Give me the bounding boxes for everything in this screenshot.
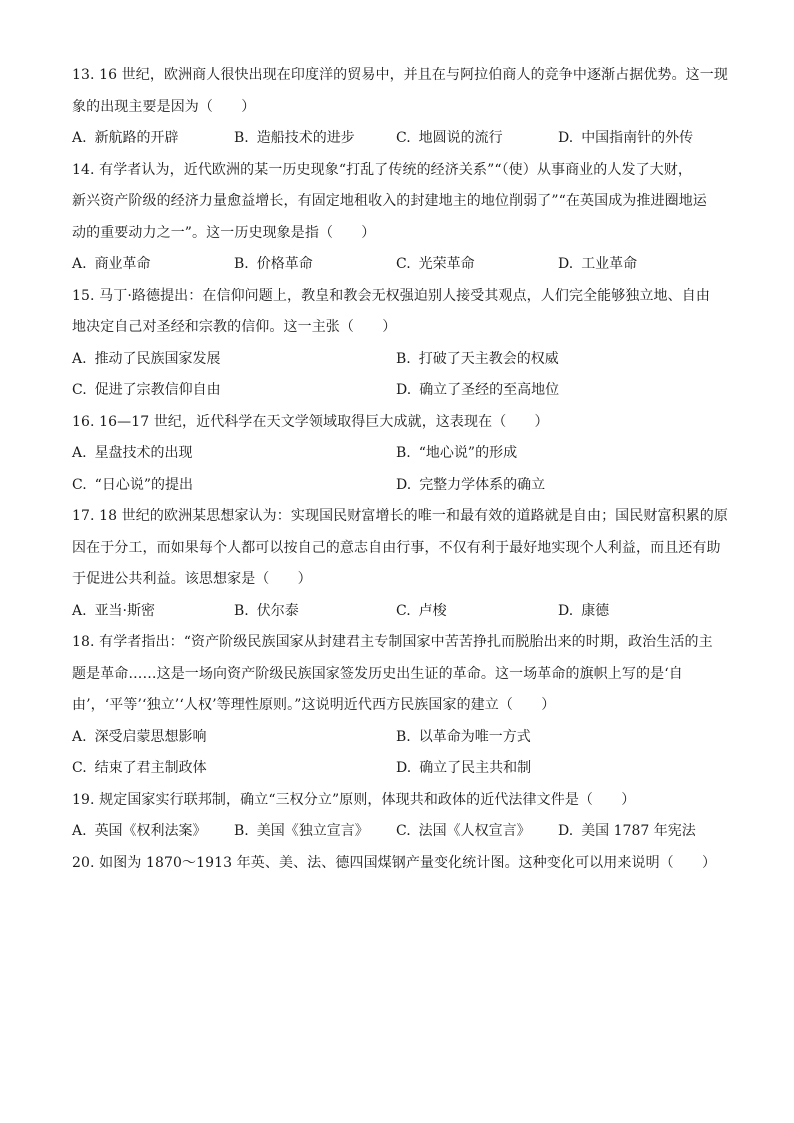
question-q19 — [72, 785, 732, 848]
question-stem-line: 18. 有学者指出：“资产阶级民族国家从封建君主专制国家中苦苦挣扎而脱胎出来的时期，政治生活的主 — [72, 634, 713, 650]
option-a[interactable] — [72, 249, 234, 281]
question-stem-line: 20. 如图为 1870～1913 年英、美、法、德四国煤钢产量变化统计图。这种变化可以用来说明（ ） — [72, 854, 717, 871]
option-c[interactable] — [396, 249, 558, 281]
option-text: 新航路的开辟 — [94, 130, 179, 146]
option-b[interactable] — [396, 438, 720, 470]
option-letter: A. — [72, 256, 87, 272]
option-letter: C. — [72, 382, 87, 398]
option-b[interactable] — [396, 344, 720, 376]
option-c[interactable] — [396, 596, 558, 628]
option-d[interactable] — [558, 816, 720, 848]
option-text: 以革命为唯一方式 — [418, 728, 531, 745]
option-text: 推动了民族国家发展 — [94, 350, 221, 367]
option-text: 卢梭 — [418, 602, 447, 619]
option-c[interactable] — [396, 816, 558, 848]
question-stem-line: 19. 规定国家实行联邦制，确立“三权分立”原则，体现共和政体的近代法律文件是（ ） — [72, 791, 636, 808]
option-b[interactable] — [234, 249, 396, 281]
option-d[interactable] — [558, 123, 720, 155]
option-letter: A. — [72, 602, 87, 619]
options-row — [72, 816, 732, 848]
question-stem-line: 14. 有学者认为，近代欧洲的某一历史现象“打乱了传统的经济关系”“（使）从事商业的人发了大财， — [72, 161, 692, 178]
question-stem-line: 由’，‘平等’‘独立’‘人权’等理性原则。”这说明近代西方民族国家的建立（ ） — [72, 697, 556, 713]
question-q16 — [72, 407, 732, 502]
question-stem-line: 15. 马丁·路德提出：在信仰问题上，教皇和教会无权强迫别人接受其观点，人们完全能够独立地、自由 — [72, 287, 710, 304]
option-letter: B. — [234, 130, 249, 146]
option-letter: D. — [396, 476, 412, 493]
option-b[interactable] — [396, 722, 720, 754]
option-a[interactable] — [72, 596, 234, 628]
option-d[interactable] — [558, 249, 720, 281]
option-letter: B. — [396, 728, 411, 745]
question-q14 — [72, 155, 732, 281]
option-letter: B. — [234, 256, 249, 272]
option-text: “日心说”的提出 — [94, 476, 193, 493]
question-stem-line: 象的出现主要是因为（ ） — [72, 98, 256, 115]
option-text: 确立了民主共和制 — [419, 760, 532, 776]
option-letter: B. — [234, 823, 249, 839]
question-q18 — [72, 627, 732, 785]
question-stem-line: 16. 16—17 世纪，近代科学在天文学领域取得巨大成就，这表现在（ ） — [72, 413, 549, 430]
question-q13 — [72, 60, 732, 155]
option-letter: B. — [234, 602, 249, 619]
option-text: 商业革命 — [94, 256, 151, 272]
option-text: 亚当·斯密 — [94, 602, 156, 619]
option-text: 美国《独立宣言》 — [256, 823, 369, 839]
option-letter: C. — [72, 476, 87, 493]
question-stem-line: 因在于分工，而如果每个人都可以按自己的意志自由行事，不仅有利于最好地实现个人利益，而且还有助 — [72, 539, 721, 556]
exam-page — [72, 60, 732, 879]
question-stem-line: 题是革命……这是一场向资产阶级民族国家签发历史出生证的革命。这一场革命的旗帜上写的是‘自 — [72, 665, 683, 682]
question-stem-line: 13. 16 世纪，欧洲商人很快出现在印度洋的贸易中，并且在与阿拉伯商人的竞争中逐渐占据优势。这一现 — [72, 67, 728, 83]
option-text: 工业革命 — [581, 256, 638, 272]
option-text: 结束了君主制政体 — [94, 760, 207, 776]
option-text: 美国 1787 年宪法 — [581, 823, 696, 839]
option-text: 英国《权利法案》 — [94, 823, 207, 839]
option-letter: A. — [72, 823, 87, 839]
option-letter: D. — [558, 823, 574, 839]
option-text: 星盘技术的出现 — [94, 445, 193, 461]
option-text: 完整力学体系的确立 — [419, 476, 546, 493]
option-d[interactable] — [396, 753, 720, 785]
option-text: 地圆说的流行 — [418, 130, 503, 146]
options-row — [72, 375, 732, 407]
options-row — [72, 123, 732, 155]
option-letter: C. — [396, 256, 411, 272]
option-letter: C. — [396, 602, 411, 619]
option-text: 光荣革命 — [418, 256, 475, 272]
option-text: 价格革命 — [256, 256, 313, 272]
option-letter: D. — [396, 382, 412, 398]
option-letter: B. — [396, 350, 411, 367]
option-a[interactable] — [72, 438, 396, 470]
question-stem-line: 动的重要动力之一”。这一历史现象是指（ ） — [72, 224, 376, 241]
option-a[interactable] — [72, 123, 234, 155]
options-row — [72, 753, 732, 785]
option-b[interactable] — [234, 596, 396, 628]
option-letter: A. — [72, 350, 87, 367]
option-letter: D. — [558, 130, 574, 146]
question-stem-line: 地决定自己对圣经和宗教的信仰。这一主张（ ） — [72, 319, 397, 335]
option-text: 法国《人权宣言》 — [418, 823, 531, 839]
option-letter: A. — [72, 130, 87, 146]
option-text: 中国指南针的外传 — [581, 130, 694, 146]
option-b[interactable] — [234, 816, 396, 848]
option-d[interactable] — [396, 375, 720, 407]
option-d[interactable] — [396, 470, 720, 502]
option-letter: D. — [558, 602, 574, 619]
option-text: “地心说”的形成 — [418, 445, 518, 461]
option-a[interactable] — [72, 722, 396, 754]
option-c[interactable] — [396, 123, 558, 155]
option-b[interactable] — [234, 123, 396, 155]
option-letter: D. — [396, 760, 412, 776]
question-stem-line: 17. 18 世纪的欧洲某思想家认为：实现国民财富增长的唯一和最有效的道路就是自由；国民财富积累的原 — [72, 508, 728, 524]
options-row — [72, 438, 732, 470]
option-text: 促进了宗教信仰自由 — [94, 382, 221, 398]
option-letter: C. — [396, 130, 411, 146]
option-text: 造船技术的进步 — [256, 130, 355, 146]
option-text: 打破了天主教会的权威 — [418, 350, 559, 367]
option-c[interactable] — [72, 470, 396, 502]
options-row — [72, 344, 732, 376]
option-c[interactable] — [72, 753, 396, 785]
option-a[interactable] — [72, 344, 396, 376]
question-q17 — [72, 501, 732, 627]
option-letter: A. — [72, 445, 87, 461]
option-letter: B. — [396, 445, 411, 461]
option-d[interactable] — [558, 596, 720, 628]
question-stem-line: 于促进公共利益。该思想家是（ ） — [72, 571, 312, 587]
question-stem-line: 新兴资产阶级的经济力量愈益增长，有固定地租收入的封建地主的地位削弱了”“在英国成为推进圈地运 — [72, 193, 707, 209]
question-q15 — [72, 281, 732, 407]
option-letter: C. — [72, 760, 87, 776]
options-row — [72, 249, 732, 281]
option-c[interactable] — [72, 375, 396, 407]
option-letter: C. — [396, 823, 411, 839]
options-row — [72, 470, 732, 502]
option-text: 确立了圣经的至高地位 — [419, 382, 560, 398]
options-row — [72, 596, 732, 628]
question-q20 — [72, 848, 732, 880]
options-row — [72, 722, 732, 754]
option-text: 伏尔泰 — [256, 602, 299, 619]
option-text: 深受启蒙思想影响 — [94, 728, 207, 745]
option-text: 康德 — [581, 602, 610, 619]
option-letter: A. — [72, 728, 87, 745]
option-a[interactable] — [72, 816, 234, 848]
option-letter: D. — [558, 256, 574, 272]
